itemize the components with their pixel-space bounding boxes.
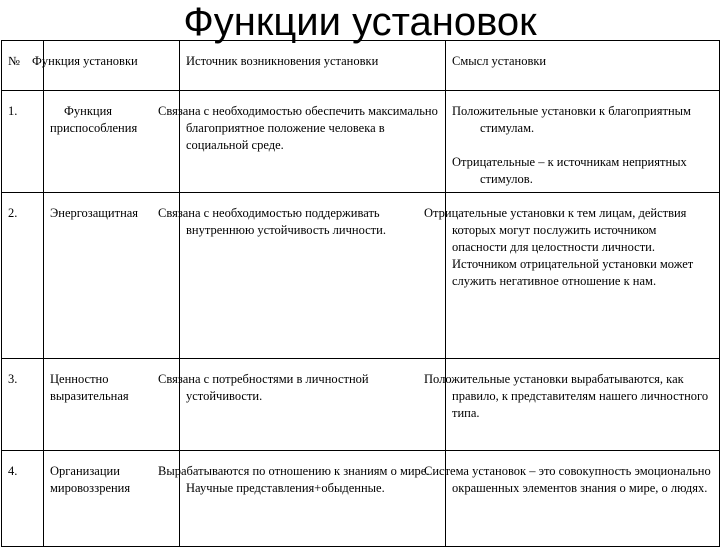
paragraph-gap: [452, 137, 714, 154]
table-header-row: [2, 41, 720, 91]
row-function: Энергозащитная: [44, 193, 180, 359]
row-meaning: Система установок – это совокупность эмоционально окрашенных элементов знания о мире, о людях.: [446, 451, 720, 547]
row-meaning-cell: [446, 91, 720, 193]
table-row: [2, 451, 720, 547]
header-function: Функция установки: [44, 41, 180, 91]
functions-table: [1, 40, 720, 547]
row-source: Вырабатываются по отношению к знаниям о мире. Научные представления+обыденные.: [180, 451, 446, 547]
row-source: Связана с потребностями в личностной устойчивости.: [180, 359, 446, 451]
row-meaning: Положительные установки к благоприятным стимулам.: [452, 104, 691, 135]
row-meaning-extra: Отрицательные – к источникам неприятных стимулов.: [452, 155, 687, 186]
row-function: Ценностно выразительная: [44, 359, 180, 451]
table-row: [2, 359, 720, 451]
row-num: 1.: [2, 91, 44, 193]
slide-title: Функции установок: [183, 0, 537, 44]
row-function: Организации мировоззрения: [44, 451, 180, 547]
table-row: [2, 193, 720, 359]
row-source: Связана с необходимостью обеспечить максимально благоприятное положение человека в социальной среде.: [180, 91, 446, 193]
header-source: Источник возникновения установки: [180, 41, 446, 91]
row-meaning: Отрицательные установки к тем лицам, действия которых могут послужить источником опасности для целостности личности. Источником отрицательной установки может служить негативное отношение к нам.: [446, 193, 720, 359]
header-meaning: Смысл установки: [446, 41, 720, 91]
row-function: Функция приспособления: [44, 91, 180, 193]
header-num: №: [2, 41, 44, 91]
row-meaning: Положительные установки вырабатываются, как правило, к представителям нашего личностного типа.: [446, 359, 720, 451]
table-row: [2, 91, 720, 193]
row-num: 2.: [2, 193, 44, 359]
row-num: 3.: [2, 359, 44, 451]
row-source: Связана с необходимостью поддерживать внутреннюю устойчивость личности.: [180, 193, 446, 359]
row-num: 4.: [2, 451, 44, 547]
